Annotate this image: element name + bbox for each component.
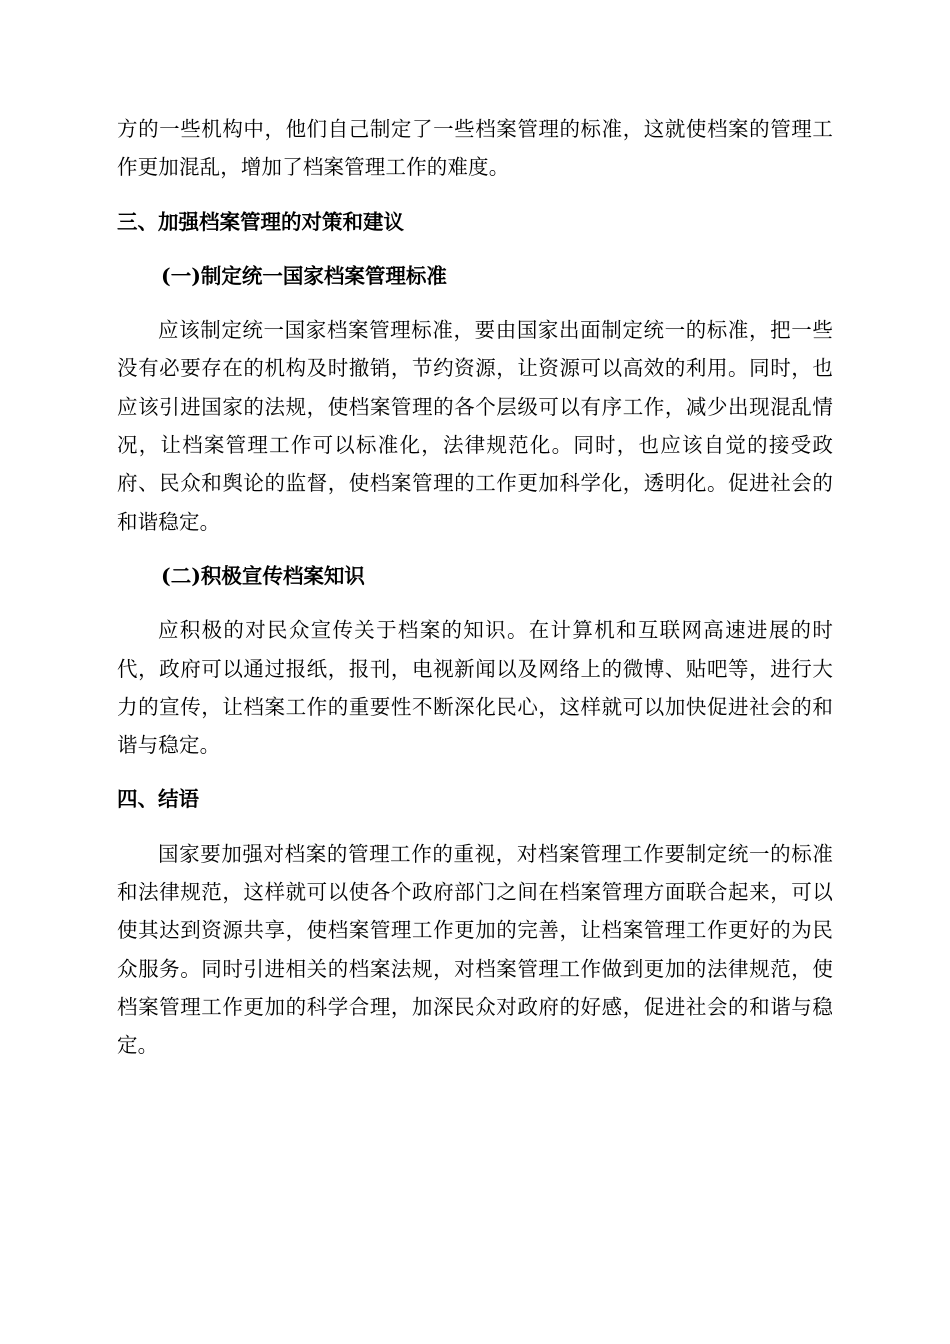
subsection-2-heading: (二)积极宣传档案知识 xyxy=(161,563,365,588)
spacer xyxy=(117,819,833,835)
document-body xyxy=(117,110,833,1065)
subsection-1-heading: (一)制定统一国家档案管理标准 xyxy=(161,263,447,288)
conclusion-paragraph: 国家要加强对档案的管理工作的重视，对档案管理工作要制定统一的标准和法律规范，这样就可以使各个政府部门之间在档案管理方面联合起来，可以使其达到资源共享，使档案管理工作更加的完善，让档案管理工作更好的为民众服务。同时引进相关的档案法规，对档案管理工作做到更加的法律规范，使档案管理工作更加的科学合理，加深民众对政府的好感，促进社会的和谐与稳定。 xyxy=(117,841,833,1058)
continuation-paragraph: 方的一些机构中，他们自己制定了一些档案管理的标准，这就使档案的管理工作更加混乱，增加了档案管理工作的难度。 xyxy=(117,117,833,180)
spacer xyxy=(117,241,833,257)
section-3-heading: 三、加强档案管理的对策和建议 xyxy=(117,209,404,234)
subsection-1-paragraph: 应该制定统一国家档案管理标准，要由国家出面制定统一的标准，把一些没有必要存在的机构及时撤销，节约资源，让资源可以高效的利用。同时，也应该引进国家的法规，使档案管理的各个层级可以有序工作，减少出现混乱情况，让档案管理工作可以标准化，法律规范化。同时，也应该自觉的接受政府、民众和舆论的监督，使档案管理的工作更加科学化，透明化。促进社会的和谐稳定。 xyxy=(117,318,833,534)
section-4-heading: 四、结语 xyxy=(117,787,199,812)
spacer xyxy=(117,187,833,203)
subsection-2-paragraph: 应积极的对民众宣传关于档案的知识。在计算机和互联网高速进展的时代，政府可以通过报纸，报刊，电视新闻以及网络上的微博、贴吧等，进行大力的宣传，让档案工作的重要性不断深化民心，这样就可以加快促进社会的和谐与稳定。 xyxy=(117,618,833,758)
spacer xyxy=(117,595,833,611)
spacer xyxy=(117,295,833,311)
spacer xyxy=(117,541,833,557)
spacer xyxy=(117,764,833,780)
